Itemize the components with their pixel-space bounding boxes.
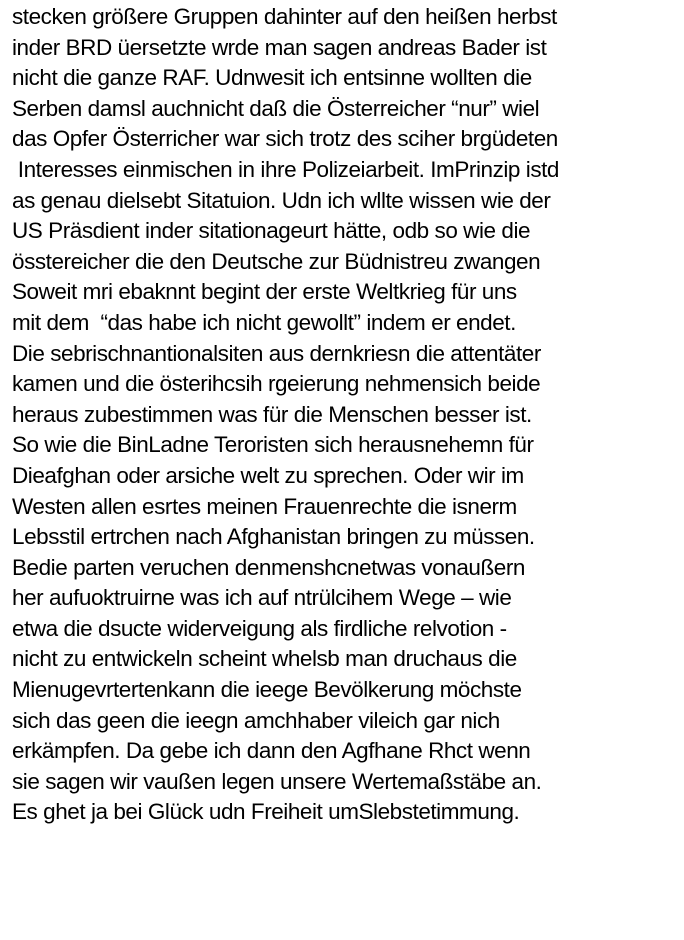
- text-line-20: her aufuoktruirne was ich auf ntrülcihem Wege – wie: [12, 585, 512, 611]
- text-line-7: as genau dielsebt Sitatuion. Udn ich wllte wissen wie der: [12, 187, 551, 213]
- text-line-18: Lebsstil ertrchen nach Afghanistan bringen zu müssen.: [12, 524, 535, 550]
- text-line-5: das Opfer Österricher war sich trotz des sciher brgüdeten: [12, 126, 558, 152]
- text-line-25: erkämpfen. Da gebe ich dann den Agfhane Rhct wenn: [12, 738, 531, 764]
- text-line-27: Es ghet ja bei Glück udn Freiheit umSlebstetimmung.: [12, 799, 520, 825]
- text-line-3: nicht die ganze RAF. Udnwesit ich entsinne wollten die: [12, 65, 532, 91]
- text-line-17: Westen allen esrtes meinen Frauenrechte die isnerm: [12, 493, 517, 519]
- text-line-12: Die sebrischnantionalsiten aus dernkriesn die attentäter: [12, 340, 541, 366]
- text-line-26: sie sagen wir vaußen legen unsere Wertemaßstäbe an.: [12, 768, 542, 794]
- text-line-11: mit dem “das habe ich nicht gewollt” indem er endet.: [12, 309, 516, 335]
- text-line-24: sich das geen die ieegn amchhaber vileich gar nich: [12, 707, 500, 733]
- text-line-8: US Präsdient inder sitationageurt hätte, odb so wie die: [12, 218, 531, 244]
- body-text: [12, 2, 680, 828]
- text-line-19: Bedie parten veruchen denmenshcnetwas vonaußern: [12, 554, 525, 580]
- text-line-4: Serben damsl auchnicht daß die Österreicher “nur” wiel: [12, 95, 540, 121]
- text-line-13: kamen und die österihcsih rgeierung nehmensich beide: [12, 371, 541, 397]
- text-line-15: So wie die BinLadne Teroristen sich herausnehemn für: [12, 432, 534, 458]
- text-line-14: heraus zubestimmen was für die Menschen besser ist.: [12, 401, 532, 427]
- text-line-6: Interesses einmischen in ihre Polizeiarbeit. ImPrinzip istd: [12, 156, 559, 182]
- text-line-2: inder BRD üersetzte wrde man sagen andreas Bader ist: [12, 34, 547, 60]
- text-line-16: Dieafghan oder arsiche welt zu sprechen. Oder wir im: [12, 462, 524, 488]
- text-line-23: Mienugevrtertenkann die ieege Bevölkerung möchste: [12, 677, 522, 703]
- text-line-1: stecken größere Gruppen dahinter auf den heißen herbst: [12, 4, 557, 29]
- text-line-22: nicht zu entwickeln scheint whelsb man druchaus die: [12, 646, 517, 672]
- text-line-21: etwa die dsucte widerveigung als firdliche relvotion -: [12, 615, 507, 641]
- text-line-9: össtereicher die den Deutsche zur Büdnistreu zwangen: [12, 248, 541, 274]
- text-line-10: Soweit mri ebaknnt begint der erste Weltkrieg für uns: [12, 279, 517, 305]
